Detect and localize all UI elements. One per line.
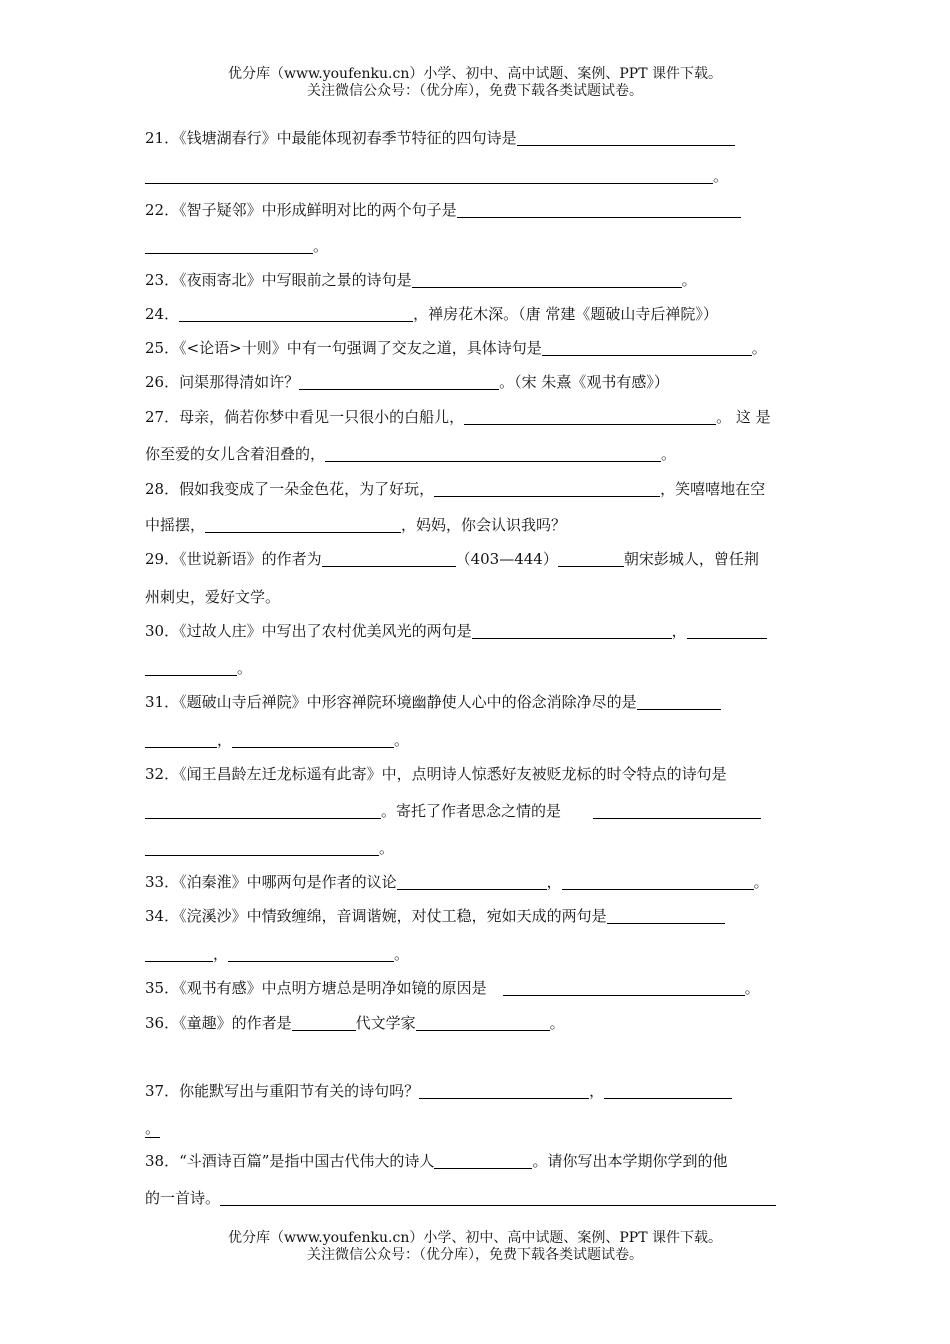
- header-line-1: 优分库（www.youfenku.cn）小学、初中、高中试题、案例、PPT 课件下载。: [227, 66, 722, 82]
- question-32-cont: 。寄托了作者思念之情的是: [145, 801, 761, 821]
- answer-blank[interactable]: [292, 1015, 356, 1031]
- question-26: 26．问渠那得清如许？ 。（宋 朱熹《观书有感》）: [145, 373, 669, 391]
- answer-blank[interactable]: [562, 874, 754, 890]
- question-22-cont: 。: [145, 236, 328, 256]
- question-31: 31．《题破山寺后禅院》中形容禅院环境幽静使人心中的俗念消除净尽的是: [145, 692, 721, 712]
- question-32-cont2: 。: [145, 838, 394, 858]
- question-29: 29．《世说新语》的作者为 （403—444） 朝宋彭城人，曾任荆: [145, 550, 759, 568]
- page-header: [0, 66, 950, 100]
- answer-blank[interactable]: [604, 1083, 732, 1099]
- question-33: 33．《泊秦淮》中哪两句是作者的议论 ， 。: [145, 873, 769, 891]
- answer-blank[interactable]: [228, 946, 394, 962]
- answer-blank[interactable]: [322, 551, 456, 567]
- question-23: 23．《夜雨寄北》中写眼前之景的诗句是 。: [145, 271, 697, 289]
- answer-blank[interactable]: [464, 409, 716, 425]
- footer-line-2: 关注微信公众号：（优分库），免费下载各类试题试卷。: [307, 1247, 643, 1263]
- question-21-cont: 。: [145, 166, 728, 186]
- question-21: 21．《钱塘湖春行》中最能体现初春季节特征的四句诗是: [145, 128, 735, 148]
- answer-blank[interactable]: [457, 202, 741, 218]
- question-24: 24． ，禅房花木深。（唐 常建《题破山寺后禅院》）: [145, 305, 718, 323]
- question-25: 25．《<论语>十则》中有一句强调了交友之道，具体诗句是 。: [145, 339, 767, 357]
- answer-blank[interactable]: [397, 874, 547, 890]
- question-34: 34．《浣溪沙》中情致缠绵，音调谐婉，对仗工稳，宛如天成的两句是: [145, 906, 725, 926]
- answer-blank[interactable]: [299, 374, 499, 390]
- question-30: 30．《过故人庄》中写出了农村优美风光的两句是 ，: [145, 621, 767, 641]
- answer-blank[interactable]: [472, 623, 672, 639]
- answer-blank[interactable]: [412, 272, 682, 288]
- question-34-cont: ， 。: [145, 944, 409, 964]
- answer-blank[interactable]: [145, 803, 381, 819]
- answer-blank[interactable]: [220, 1190, 776, 1206]
- answer-blank[interactable]: [419, 1083, 589, 1099]
- question-37-cont: 。: [145, 1119, 161, 1137]
- answer-blank[interactable]: [145, 238, 313, 254]
- question-22: 22．《智子疑邻》中形成鲜明对比的两个句子是: [145, 200, 741, 220]
- question-29-cont: 州刺史，爱好文学。: [145, 588, 281, 606]
- answer-blank[interactable]: [145, 732, 217, 748]
- answer-blank[interactable]: [145, 946, 213, 962]
- answer-blank[interactable]: [558, 551, 624, 567]
- answer-blank[interactable]: [145, 840, 379, 856]
- header-line-2: 关注微信公众号：（优分库），免费下载各类试题试卷。: [307, 83, 643, 99]
- question-37: 37．你能默写出与重阳节有关的诗句吗？ ，: [145, 1081, 732, 1101]
- question-28: 28．假如我变成了一朵金色花，为了好玩， ，笑嘻嘻地在空: [145, 480, 766, 498]
- answer-blank[interactable]: [593, 803, 761, 819]
- answer-blank[interactable]: [607, 908, 725, 924]
- answer-blank[interactable]: [542, 340, 752, 356]
- question-28-cont: 中摇摆， ，妈妈，你会认识我吗？: [145, 516, 567, 534]
- question-27-cont: 你至爱的女儿含着泪叠的， 。: [145, 445, 677, 463]
- footer-line-1: 优分库（www.youfenku.cn）小学、初中、高中试题、案例、PPT 课件下载。: [227, 1230, 722, 1246]
- question-38-cont: 的一首诗。: [145, 1188, 776, 1208]
- answer-blank[interactable]: [179, 306, 413, 322]
- answer-blank[interactable]: [434, 1153, 532, 1169]
- answer-blank[interactable]: [687, 623, 767, 639]
- answer-blank[interactable]: [145, 168, 713, 184]
- page-footer: [0, 1230, 950, 1264]
- question-31-cont: ， 。: [145, 730, 409, 750]
- answer-blank[interactable]: [325, 446, 661, 462]
- question-27: 27．母亲，倘若你梦中看见一只很小的白船儿， 。 这 是: [145, 408, 771, 426]
- question-32: 32．《闻王昌龄左迁龙标遥有此寄》中，点明诗人惊悉好友被贬龙标的时令特点的诗句是: [145, 765, 727, 783]
- question-38: 38．“斗酒诗百篇”是指中国古代伟大的诗人 。请你写出本学期你学到的他: [145, 1152, 728, 1170]
- answer-blank[interactable]: [517, 130, 735, 146]
- question-30-cont: 。: [145, 658, 252, 678]
- answer-blank[interactable]: [232, 732, 394, 748]
- answer-blank[interactable]: [416, 1015, 550, 1031]
- answer-blank[interactable]: [145, 660, 237, 676]
- answer-blank[interactable]: [205, 517, 401, 533]
- question-36: 36．《童趣》的作者是 代文学家 。: [145, 1014, 565, 1032]
- question-35: 35．《观书有感》中点明方塘总是明净如镜的原因是 。: [145, 979, 760, 997]
- answer-blank[interactable]: [434, 481, 660, 497]
- answer-blank[interactable]: [637, 694, 721, 710]
- answer-blank[interactable]: [503, 980, 745, 996]
